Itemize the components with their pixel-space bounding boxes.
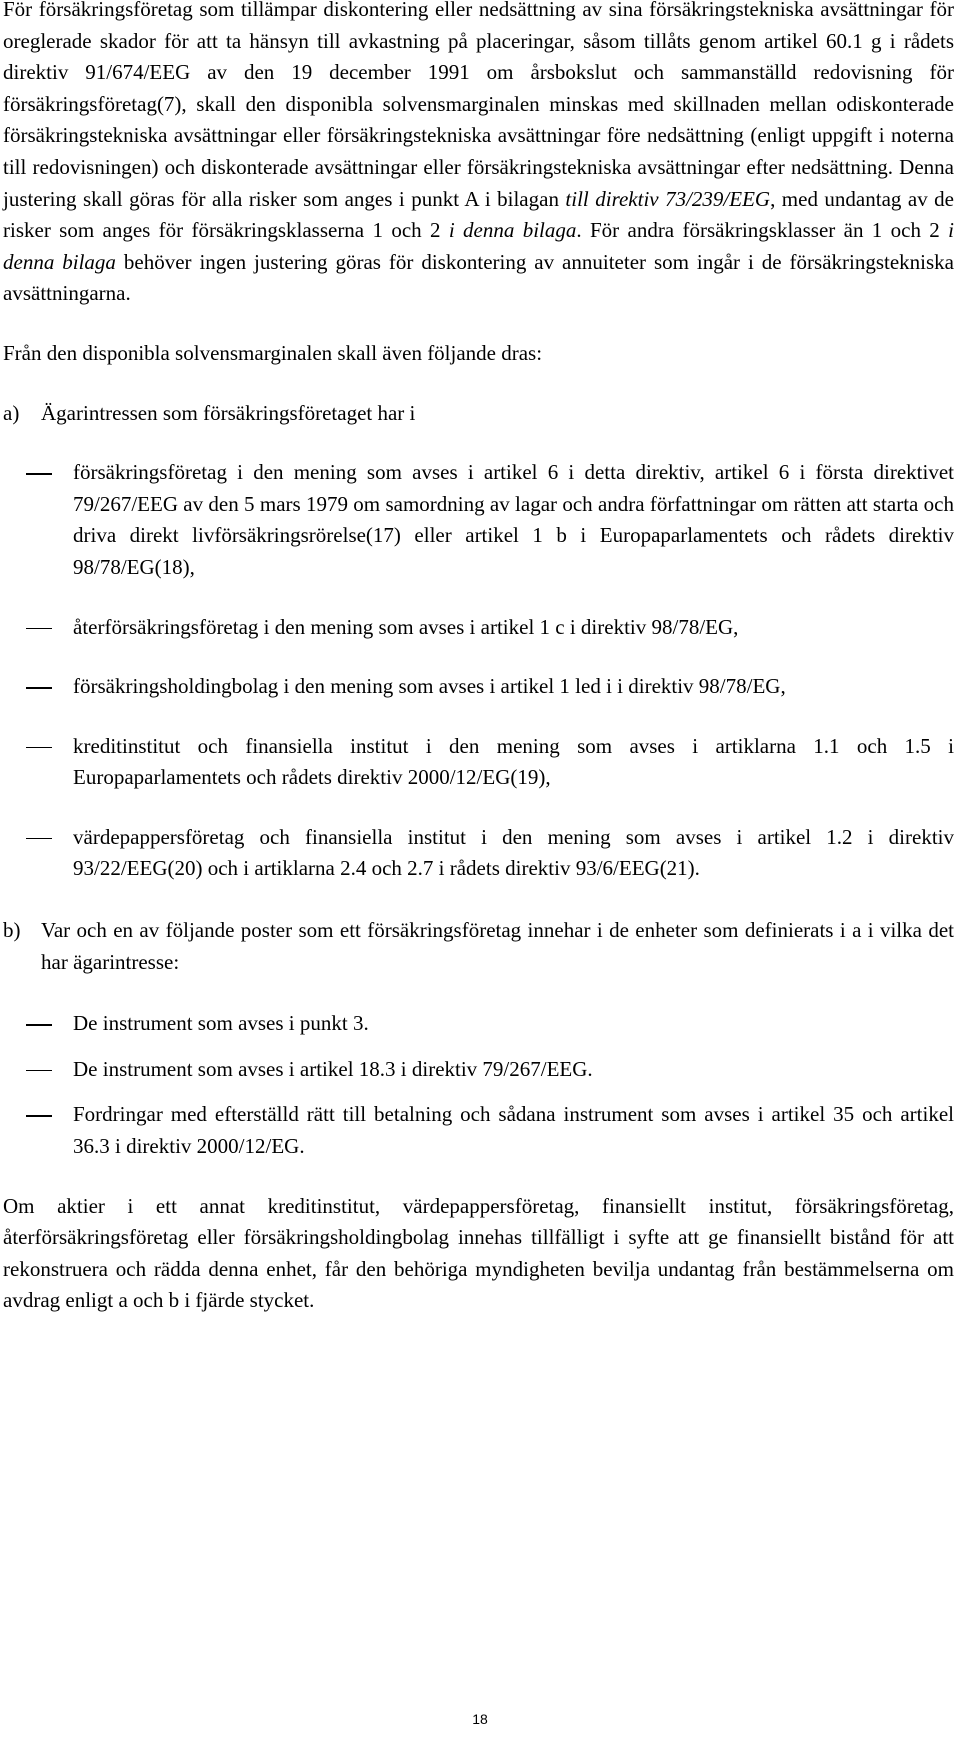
dash-bullet-icon <box>3 1054 73 1086</box>
dash-bullet-icon <box>3 822 73 885</box>
dash-item-text: försäkringsholdingbolag i den mening som avses i artikel 1 led i i direktiv 98/78/EG, <box>73 674 786 699</box>
dash-item <box>3 731 954 794</box>
item-text-a: Ägarintressen som försäkringsföretaget har i <box>41 400 416 425</box>
intro-text-3: . För andra försäkringsklasser än 1 och 2 <box>576 218 949 243</box>
intro-text-1: För försäkringsföretag som tillämpar diskontering eller nedsättning av sina försäkringstekniska avsättningar för oreglerade skador för att ta hänsyn till avkastning på placeringar, såsom tillåts genom artikel 60.1 g i rådets direktiv 91/674/EEG av den 19 december 1991 om årsbokslut och sammanställd redovisning för försäkringsföretag(7), skall den disponibla solvensmarginalen minskas med skillnaden mellan odiskonterade försäkringstekniska avsättningar eller försäkringstekniska avsättningar före nedsättning (enligt uppgift i noterna till redovisningen) och diskonterade avsättningar eller försäkringstekniska avsättningar efter nedsättning. Denna justering skall göras för alla risker som anges i punkt A i bilagan <box>3 0 954 211</box>
dash-item-text: De instrument som avses i artikel 18.3 i direktiv 79/267/EEG. <box>73 1056 593 1081</box>
item-label-a: a) <box>3 400 20 425</box>
item-text-b: Var och en av följande poster som ett försäkringsföretag innehar i de enheter som definierats i a i vilka det har ägarintresse: <box>41 918 954 974</box>
intro-italic-1: till direktiv 73/239/EEG <box>565 186 771 211</box>
dash-bullet-icon <box>3 1008 73 1040</box>
dash-item <box>3 1054 954 1086</box>
dash-item <box>3 822 954 885</box>
dash-bullet-icon <box>3 612 73 644</box>
dash-item <box>3 612 954 644</box>
dash-item <box>3 1099 954 1162</box>
list-item-b <box>3 915 954 978</box>
dash-list-a <box>3 457 954 885</box>
dash-item-text: återförsäkringsföretag i den mening som avses i artikel 1 c i direktiv 98/78/EG, <box>73 614 739 639</box>
item-label-b: b) <box>3 918 21 943</box>
dash-bullet-icon <box>3 731 73 794</box>
intro-text-4: behöver ingen justering göras för diskontering av annuiteter som ingår i de försäkringstekniska avsättningarna. <box>3 249 954 306</box>
dash-item-text: värdepappersföretag och finansiella institut i den mening som avses i artikel 1.2 i direktiv 93/22/EEG(20) och i artiklarna 2.4 och 2.7 i rådets direktiv 93/6/EEG(21). <box>73 824 954 881</box>
dash-bullet-icon <box>3 457 73 583</box>
dash-item-text: De instrument som avses i punkt 3. <box>73 1011 369 1036</box>
dash-bullet-icon <box>3 671 73 703</box>
dash-list-b <box>3 1008 954 1162</box>
dash-item <box>3 1008 954 1040</box>
intro-italic-3: i denna bilaga <box>3 218 954 274</box>
intro-text-2: , med undantag av de risker som anges för försäkringsklasserna 1 och 2 <box>3 186 954 243</box>
list-item-a <box>3 398 954 430</box>
dash-bullet-icon <box>3 1099 73 1162</box>
page-number: 18 <box>472 1711 488 1727</box>
lead-paragraph: Från den disponibla solvensmarginalen skall även följande dras: <box>3 340 543 365</box>
dash-item <box>3 457 954 583</box>
dash-item-text: Fordringar med efterställd rätt till betalning och sådana instrument som avses i artikel 35 och artikel 36.3 i direktiv 2000/12/EG. <box>73 1102 954 1159</box>
dash-item-text: försäkringsföretag i den mening som avses i artikel 6 i detta direktiv, artikel 6 i första direktivet 79/267/EEG av den 5 mars 1979 om samordning av lagar och andra författningar om rätten att starta och driva direkt livförsäkringsrörelse(17) eller artikel 1 b i Europaparlamentets och rådets direktiv 98/78/EG(18), <box>73 460 954 579</box>
intro-italic-2: i denna bilaga <box>448 218 577 243</box>
closing-paragraph: Om aktier i ett annat kreditinstitut, värdepappersföretag, finansiellt institut, försäkringsföretag, återförsäkringsföretag eller försäkringsholdingbolag innehas tillfälligt i syfte att ge finansiellt bistånd för att rekonstruera och rädda denna enhet, får den behöriga myndigheten bevilja undantag från bestämmelserna om avdrag enligt a och b i fjärde stycket. <box>3 1193 954 1313</box>
dash-item <box>3 671 954 703</box>
intro-paragraph <box>3 0 954 310</box>
dash-item-text: kreditinstitut och finansiella institut i den mening som avses i artiklarna 1.1 och 1.5 i Europaparlamentets och rådets direktiv 2000/12/EG(19), <box>73 733 954 790</box>
